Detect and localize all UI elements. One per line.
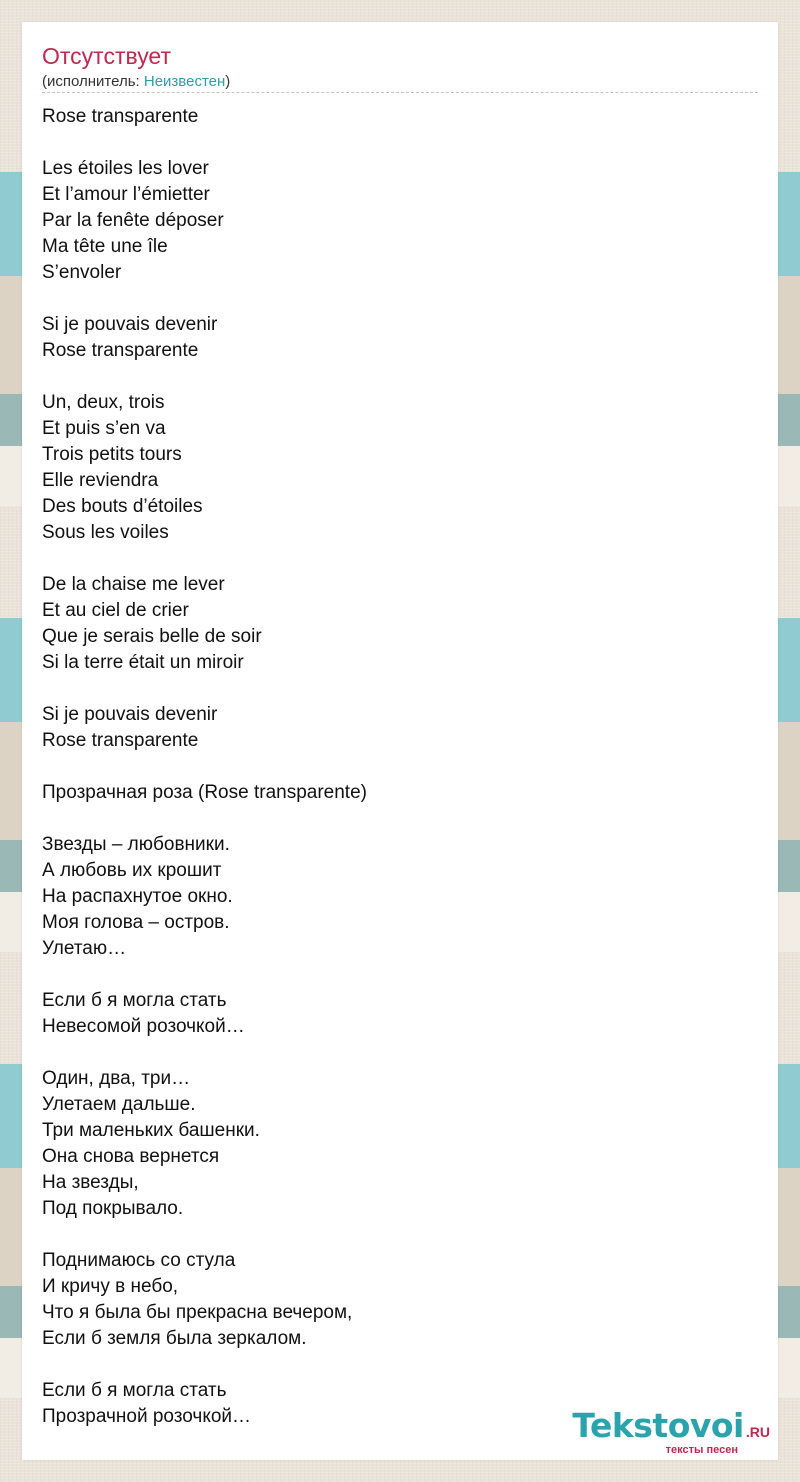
lyric-line: Si je pouvais devenir bbox=[42, 704, 218, 725]
lyric-line: Ma tête une île bbox=[42, 236, 168, 257]
lyric-blank-line bbox=[42, 1040, 758, 1066]
artist-line bbox=[42, 73, 230, 91]
artist-link[interactable]: Неизвестен bbox=[143, 73, 226, 90]
lyric-line: Прозрачная роза (Rose transparente) bbox=[42, 782, 367, 803]
lyric-blank-line bbox=[42, 806, 758, 832]
lyric-blank-line bbox=[42, 286, 758, 312]
logo-wordmark bbox=[550, 1408, 770, 1444]
lyric-line: Elle reviendra bbox=[42, 470, 159, 491]
lyric-line: S’envoler bbox=[42, 262, 122, 283]
lyric-line: De la chaise me lever bbox=[42, 574, 225, 595]
lyric-line: Что я была бы прекрасна вечером, bbox=[42, 1302, 353, 1323]
lyric-line: На распахнутое окно. bbox=[42, 886, 233, 907]
lyric-line: Она снова вернется bbox=[42, 1146, 220, 1167]
lyric-line: Trois petits tours bbox=[42, 444, 182, 465]
lyric-line: Rose transparente bbox=[42, 340, 199, 361]
lyric-line: И кричу в небо, bbox=[42, 1276, 179, 1297]
lyric-line: Под покрывало. bbox=[42, 1198, 184, 1219]
lyric-line: Поднимаюсь со стула bbox=[42, 1250, 236, 1271]
lyric-line: Par la fenête déposer bbox=[42, 210, 224, 231]
lyric-blank-line bbox=[42, 546, 758, 572]
lyric-line: Моя голова – остров. bbox=[42, 912, 230, 933]
artist-prefix: (исполнитель: bbox=[42, 73, 144, 90]
lyrics-card bbox=[22, 22, 778, 1460]
lyric-line: Et au ciel de crier bbox=[42, 600, 189, 621]
lyrics-text bbox=[42, 104, 758, 1430]
lyric-line: На звезды, bbox=[42, 1172, 139, 1193]
logo-tld: .RU bbox=[745, 1424, 770, 1440]
lyric-line: Les étoiles les lover bbox=[42, 158, 209, 179]
lyric-line: Если б земля была зеркалом. bbox=[42, 1328, 307, 1349]
lyric-line: Si la terre était un miroir bbox=[42, 652, 244, 673]
lyric-blank-line bbox=[42, 676, 758, 702]
title-divider bbox=[42, 92, 758, 93]
site-logo[interactable] bbox=[550, 1408, 770, 1456]
lyric-blank-line bbox=[42, 130, 758, 156]
lyric-line: Et l’amour l’émietter bbox=[42, 184, 210, 205]
logo-name: Tekstovoi bbox=[572, 1406, 744, 1445]
lyric-blank-line bbox=[42, 962, 758, 988]
lyric-line: Если б я могла стать bbox=[42, 990, 227, 1011]
lyric-line: Que je serais belle de soir bbox=[42, 626, 262, 647]
lyric-line: Невесомой розочкой… bbox=[42, 1016, 245, 1037]
lyric-line: Des bouts d’étoiles bbox=[42, 496, 203, 517]
lyric-blank-line bbox=[42, 364, 758, 390]
lyric-blank-line bbox=[42, 1222, 758, 1248]
lyric-line: Один, два, три… bbox=[42, 1068, 191, 1089]
lyric-line: Улетаю… bbox=[42, 938, 127, 959]
lyric-line: Et puis s’en va bbox=[42, 418, 166, 439]
lyric-line: Rose transparente bbox=[42, 730, 199, 751]
lyric-line: Три маленьких башенки. bbox=[42, 1120, 260, 1141]
lyric-line: Прозрачной розочкой… bbox=[42, 1406, 252, 1427]
song-title: Отсутствует bbox=[42, 43, 171, 69]
lyric-blank-line bbox=[42, 754, 758, 780]
lyric-line: Звезды – любовники. bbox=[42, 834, 230, 855]
lyric-blank-line bbox=[42, 1352, 758, 1378]
lyric-line: Si je pouvais devenir bbox=[42, 314, 218, 335]
lyric-line: А любовь их крошит bbox=[42, 860, 222, 881]
lyric-line: Un, deux, trois bbox=[42, 392, 165, 413]
artist-suffix: ) bbox=[225, 73, 231, 90]
lyric-line: Если б я могла стать bbox=[42, 1380, 227, 1401]
lyric-line: Улетаем дальше. bbox=[42, 1094, 196, 1115]
lyric-line: Sous les voiles bbox=[42, 522, 169, 543]
logo-tagline: тексты песен bbox=[665, 1444, 738, 1456]
lyric-line: Rose transparente bbox=[42, 106, 199, 127]
